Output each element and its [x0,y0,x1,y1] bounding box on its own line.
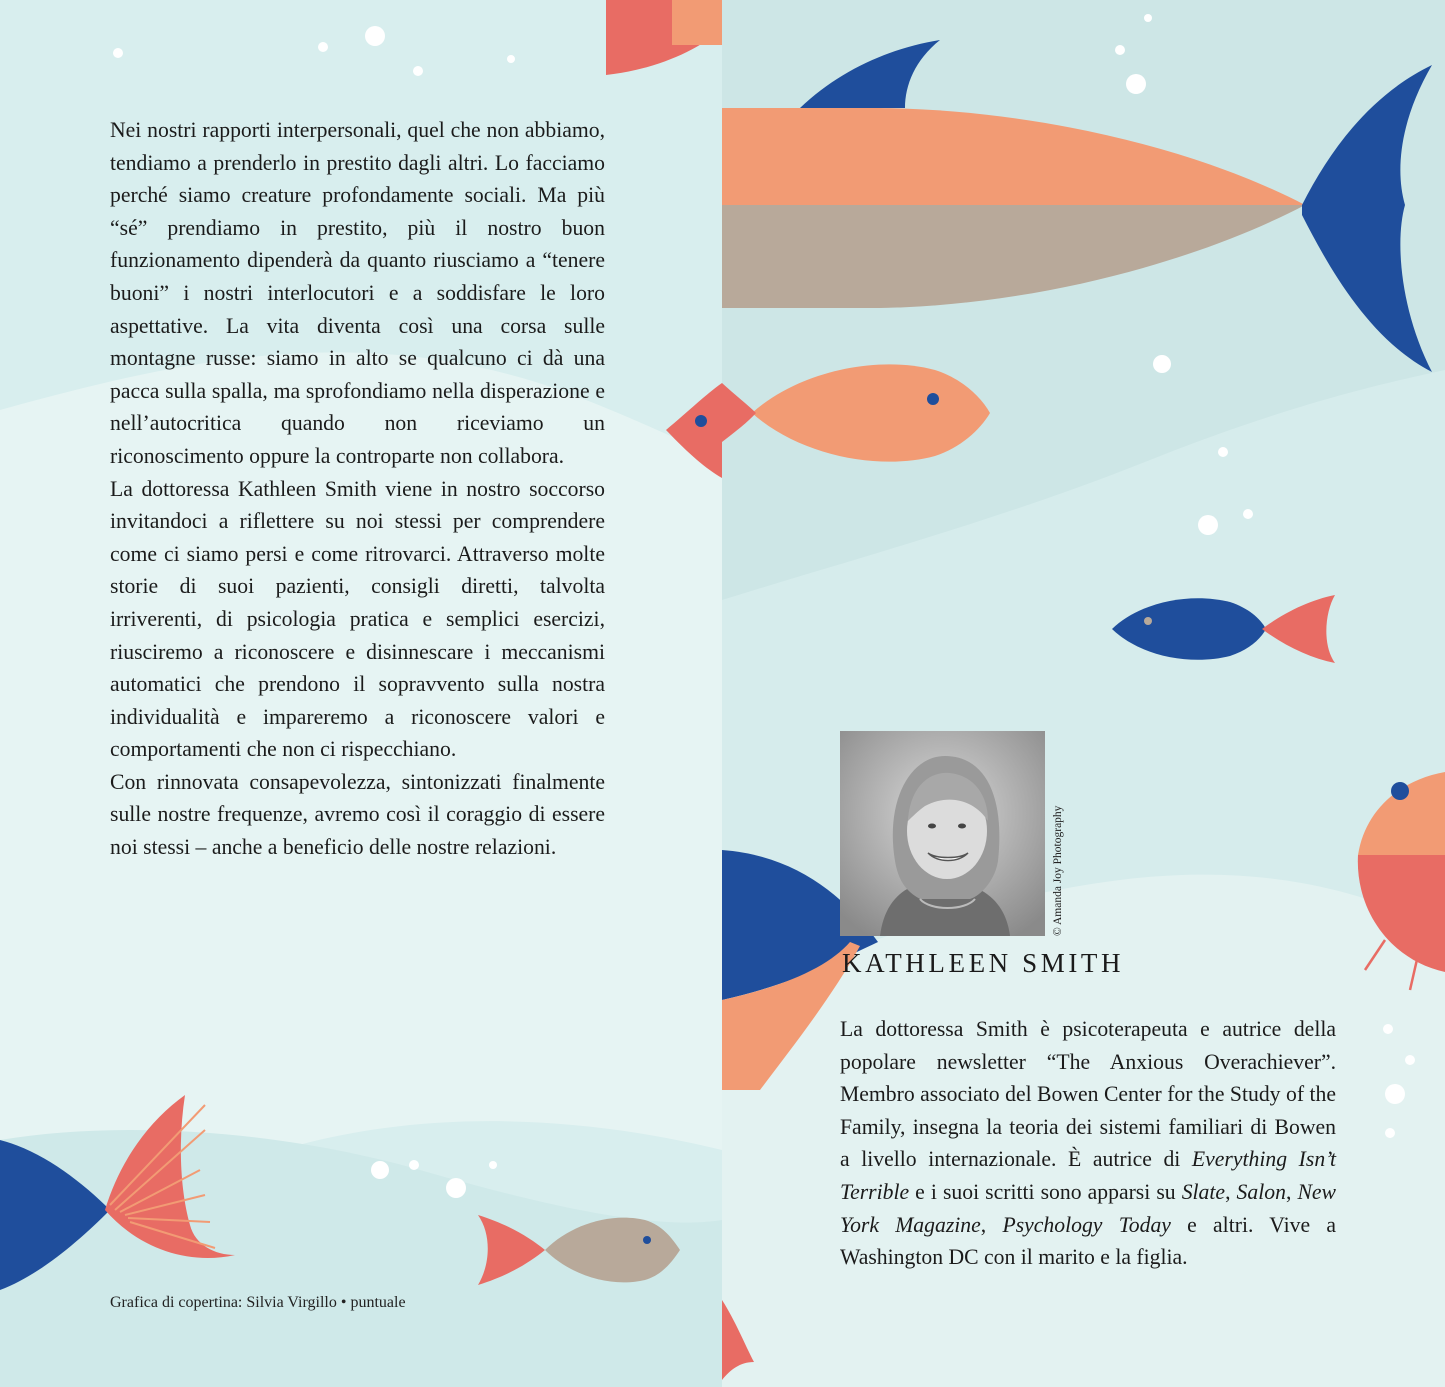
author-name: KATHLEEN SMITH [842,948,1125,978]
bio-publication-4: Psychology Today [1002,1212,1171,1237]
bio-publication-1: Slate [1181,1179,1226,1204]
author-bio-text [840,1013,1336,1274]
bio-part-1: La dottoressa Smith è psicoterapeuta e autrice della popolare newsletter “The Anxious Overachiever”. Membro associato del Bowen Center for the Study of the Family, insegna la teoria dei sistemi familiari di Bowen a livello internazionale. È autrice di [840,1017,1336,1172]
credit-studio: puntuale [350,1294,406,1311]
round-fish-eye [1391,782,1409,800]
back-cover-description [110,114,605,864]
bio-part-3: e altri. Vive a Washington DC con il marito e la figlia. [840,1212,1337,1270]
description-paragraph-2: La dottoressa Kathleen Smith viene in nostro soccorso invitandoci a riflettere su noi stessi per comprendere come ci siamo persi e come ritrovarci. Attraverso molte storie di suoi pazienti, consigli diretti, talvolta irriverenti, di psicologia pratica e semplici esercizi, riusciremo a riconoscere e disinnescare i meccanismi automatici che prendono il sopravvento sulla nostra individualità e impareremo a riconoscere valori e comportamenti che non ci rispecchiano. [110,476,605,762]
coral-fish-eye [695,415,707,427]
bio-book-title: Everything Isn’t Terrible [840,1147,1337,1204]
credit-label: Grafica di copertina: Silvia Virgillo [110,1294,337,1311]
bio-part-2: e i suoi scritti sono apparsi su [909,1179,1182,1204]
description-paragraph-3: Con rinnovata consapevolezza, sintonizzati finalmente sulle nostre frequenze, avremo così il coraggio di essere noi stessi – anche a beneficio delle nostre relazioni. [110,769,605,860]
author-photo [840,731,1045,936]
taupe-fish-eye [643,1236,651,1244]
bio-separator-1: , [1225,1179,1237,1204]
credit-bullet: • [340,1294,347,1311]
navy-fish-eye [1144,617,1152,625]
description-paragraph-1: Nei nostri rapporti interpersonali, quel che non abbiamo, tendiamo a prenderlo in prestito dagli altri. Lo facciamo perché siamo creature profondamente sociali. Ma più “sé” prendiamo in prestito, più il nostro buon funzionamento dipenderà da quanto riusciamo a “tenere buoni” i nostri interlocutori e a soddisfare le loro aspettative. La vita diventa così una corsa sulle montagne russe: siamo in alto se qualcuno ci dà una pacca sulla spalla, ma sprofondiamo nella disperazione e nell’autocritica quando non riceviamo un riconoscimento oppure la controparte non collabora. [110,118,605,468]
bio-separator-2: , [1285,1179,1298,1204]
bio-publication-2: Salon [1236,1179,1286,1204]
photo-credit: © Amanda Joy Photography [1052,805,1064,936]
bio-publication-3: New York Magazine [840,1179,1336,1237]
cover-design-credit [110,1294,406,1312]
orange-fish-eye [927,393,939,405]
author-bio [840,1013,1336,1274]
bio-separator-3: , [980,1212,1003,1237]
salmon-fin-top [672,0,722,45]
